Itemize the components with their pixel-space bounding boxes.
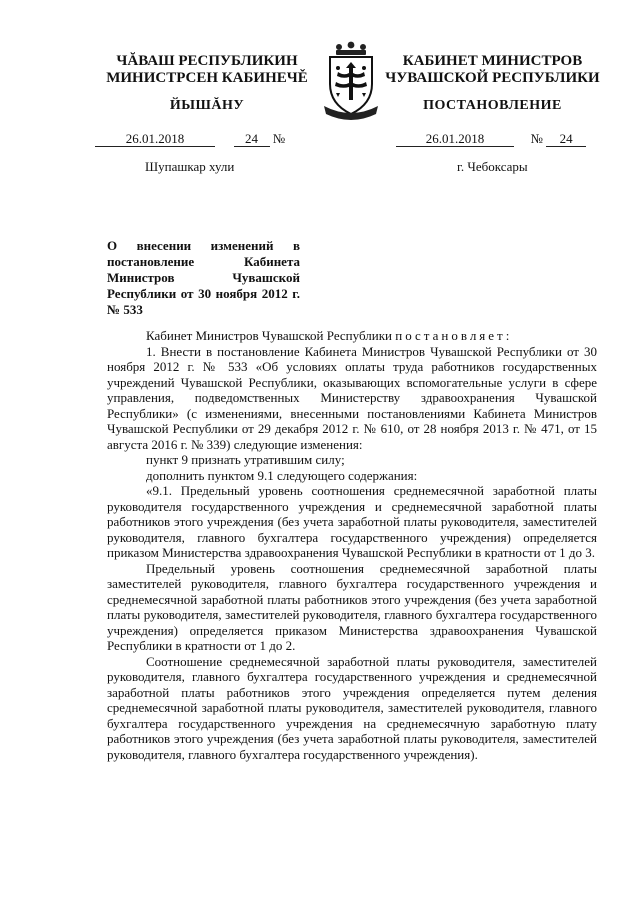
issuer-russian-line1: КАБИНЕТ МИНИСТРОВ bbox=[402, 53, 583, 69]
date-left: 26.01.2018 bbox=[95, 132, 215, 147]
preamble-verb: постановляет: bbox=[395, 328, 513, 343]
paragraph: «9.1. Предельный уровень соотношения среднемесячной заработной платы руководителя государственного учреждения и среднемесячной заработной платы работников этого учреждения (без учета заработной платы руководителя, заместителей руководителя, главного бухгалтера государственного учреждения) определяется приказом Министерства здравоохранения Чувашской Республики в кратности от 1 до 3. bbox=[107, 483, 597, 560]
number-right: 24 bbox=[546, 132, 586, 147]
issuer-russian bbox=[380, 53, 605, 87]
preamble-text: Кабинет Министров Чувашской Республики bbox=[146, 328, 392, 343]
date-right: 26.01.2018 bbox=[396, 132, 514, 147]
document-body bbox=[107, 328, 597, 762]
doc-type-russian: ПОСТАНОВЛЕНИЕ bbox=[423, 98, 562, 113]
chuvash-emblem-icon bbox=[316, 40, 386, 122]
paragraph: пункт 9 признать утратившим силу; bbox=[146, 452, 345, 467]
issuer-russian-line2: ЧУВАШСКОЙ РЕСПУБЛИКИ bbox=[385, 70, 600, 86]
issuer-chuvash-line2: МИНИСТРСЕН КАБИНЕЧĚ bbox=[106, 70, 308, 86]
paragraph: 1. Внести в постановление Кабинета Министров Чувашской Республики от 30 ноября 2012 г. № 533 «Об условиях оплаты труда работников государственных учреждений Чувашской Республики, оказывающих вспомогательные услуги в сфере управления, подведомственных Министерству здравоохранения Чувашской Республики» (с изменениями, внесенными постановлениями Кабинета Министров Чувашской Республики от 29 декабря 2012 г. № 610, от 28 ноября 2013 г. № 471, от 15 августа 2016 г. № 339) следующие изменения: bbox=[107, 343, 597, 452]
preamble bbox=[107, 328, 597, 344]
issuer-chuvash-line1: ЧĂВАШ РЕСПУБЛИКИН bbox=[116, 53, 298, 69]
place-chuvash: Шупашкар хули bbox=[145, 159, 235, 174]
registration-left bbox=[95, 131, 285, 147]
number-left: 24 bbox=[234, 132, 270, 147]
registration-right bbox=[396, 131, 586, 147]
place-russian: г. Чебоксары bbox=[457, 159, 528, 174]
issuer-chuvash bbox=[92, 53, 322, 87]
paragraph: дополнить пунктом 9.1 следующего содержания: bbox=[146, 467, 418, 483]
number-sign-left: № bbox=[272, 131, 286, 146]
document-subject: О внесении изменений в постановление Кабинета Министров Чувашской Республики от 30 ноября 2012 г. № 533 bbox=[107, 238, 300, 317]
doc-type-chuvash: ЙЫШĂНУ bbox=[169, 98, 245, 113]
paragraph: Соотношение среднемесячной заработной платы руководителя, заместителей руководителя, главного бухгалтера государственного учреждения и среднемесячной заработной платы работников этого учреждения определяется путем деления среднемесячной заработной платы руководителя, заместителей руководителя, главного бухгалтера государственного учреждения на среднемесячную заработную плату работников этого учреждения (без учета заработной платы руководителя, заместителей руководителя, главного бухгалтера государственного учреждения). bbox=[107, 653, 597, 762]
number-sign-right: № bbox=[530, 131, 543, 146]
paragraph: Предельный уровень соотношения среднемесячной заработной платы заместителей руководителя, главного бухгалтера государственного учреждения и среднемесячной заработной платы работников этого учреждения (без учета заработной платы руководителя, заместителей руководителя, главного бухгалтера государственного учреждения) определяется приказом Министерства здравоохранения Чувашской Республики в кратности от 1 до 2. bbox=[107, 560, 597, 653]
